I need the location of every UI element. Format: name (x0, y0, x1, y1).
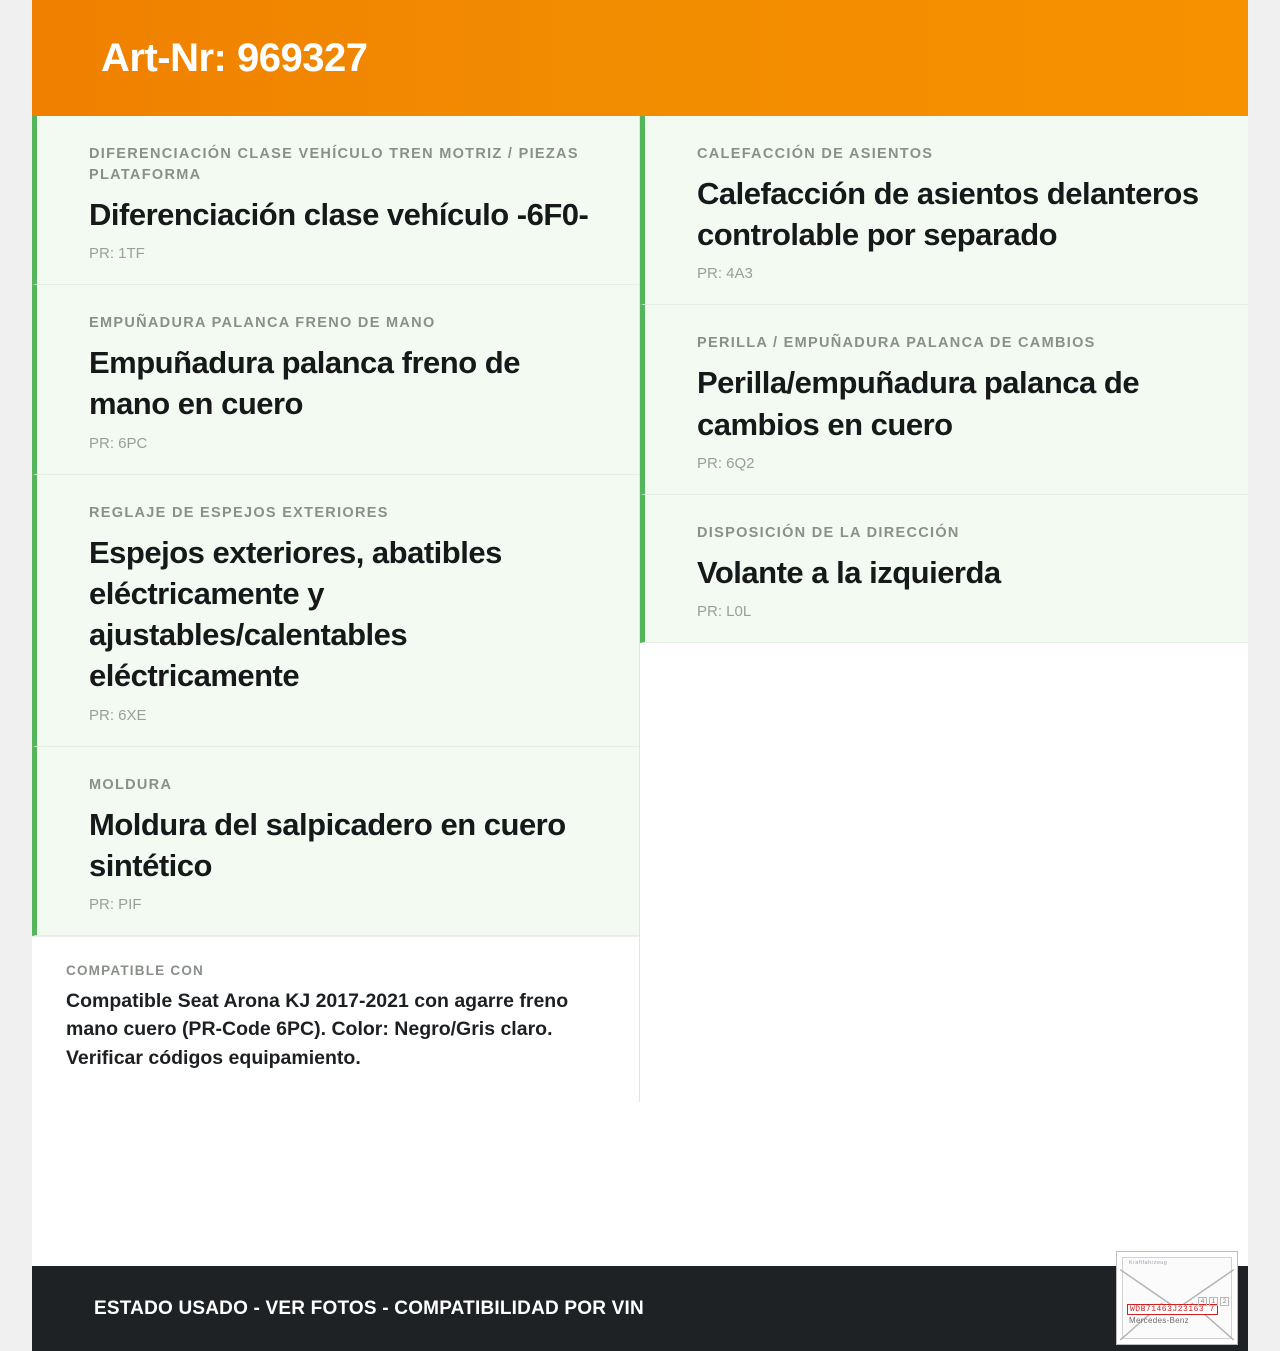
page-title: Art-Nr: 969327 (101, 35, 368, 80)
listing-sheet (32, 0, 1248, 1351)
feature-category: MOLDURA (89, 776, 173, 793)
feature-pr-code: PR: L0L (697, 603, 752, 621)
compatibility-label: COMPATIBLE CON (66, 963, 205, 979)
footer-notice: ESTADO USADO - VER FOTOS - COMPATIBILIDAD POR VIN (94, 1297, 644, 1319)
feature-pr-code: PR: PIF (89, 896, 142, 914)
feature-name: Diferenciación clase vehículo -6F0- (89, 197, 589, 233)
feature-name: Perilla/empuñadura palanca de cambios en cuero (697, 365, 1140, 442)
feature-item (640, 305, 1248, 494)
feature-pr-code: PR: 6Q2 (697, 454, 755, 472)
feature-pr-code: PR: 1TF (89, 245, 145, 263)
plate-brand: Mercedes-Benz (1129, 1316, 1189, 1325)
features-column-left (32, 116, 640, 1102)
feature-name: Volante a la izquierda (697, 554, 1001, 590)
feature-item (32, 475, 639, 747)
feature-category: DIFERENCIACIÓN CLASE VEHÍCULO TREN MOTRIZ / PIEZAS PLATAFORMA (89, 146, 579, 184)
features-column-right (640, 116, 1248, 643)
compatibility-block (32, 936, 639, 1102)
plate-vin-code: WDB71463J23163 7 (1127, 1304, 1218, 1315)
feature-category: DISPOSICIÓN DE LA DIRECCIÓN (697, 524, 960, 541)
plate-box: 4 (1198, 1297, 1207, 1306)
feature-category: PERILLA / EMPUÑADURA PALANCA DE CAMBIOS (697, 335, 1096, 352)
feature-item (32, 116, 639, 285)
feature-pr-code: PR: 4A3 (697, 265, 753, 283)
plate-box: 1 (1209, 1297, 1218, 1306)
header-bar (32, 0, 1248, 116)
feature-category: REGLAJE DE ESPEJOS EXTERIORES (89, 504, 389, 521)
plate-top-text: Kraftfahrzeug (1129, 1260, 1168, 1266)
plate-boxes (1198, 1297, 1229, 1306)
feature-item (32, 747, 639, 936)
feature-item (32, 285, 639, 474)
feature-name: Calefacción de asientos delanteros controlable por separado (697, 176, 1199, 253)
feature-item (640, 116, 1248, 305)
compatibility-text: Compatible Seat Arona KJ 2017-2021 con agarre freno mano cuero (PR-Code 6PC). Color: Negro/Gris claro. Verificar códigos equipamiento. (66, 990, 569, 1069)
feature-pr-code: PR: 6PC (89, 434, 148, 452)
feature-name: Empuñadura palanca freno de mano en cuero (89, 345, 520, 422)
footer-bar (32, 1260, 1248, 1351)
feature-item (640, 495, 1248, 643)
vehicle-plate-image (1116, 1251, 1238, 1345)
feature-category: EMPUÑADURA PALANCA FRENO DE MANO (89, 315, 436, 332)
plate-box: 2 (1220, 1297, 1229, 1306)
feature-pr-code: PR: 6XE (89, 706, 147, 724)
feature-category: CALEFACCIÓN DE ASIENTOS (697, 146, 934, 162)
features-columns (32, 116, 1248, 1102)
feature-name: Espejos exteriores, abatibles eléctricamente y ajustables/calentables eléctricamente (89, 534, 502, 694)
feature-name: Moldura del salpicadero en cuero sintético (89, 806, 566, 883)
